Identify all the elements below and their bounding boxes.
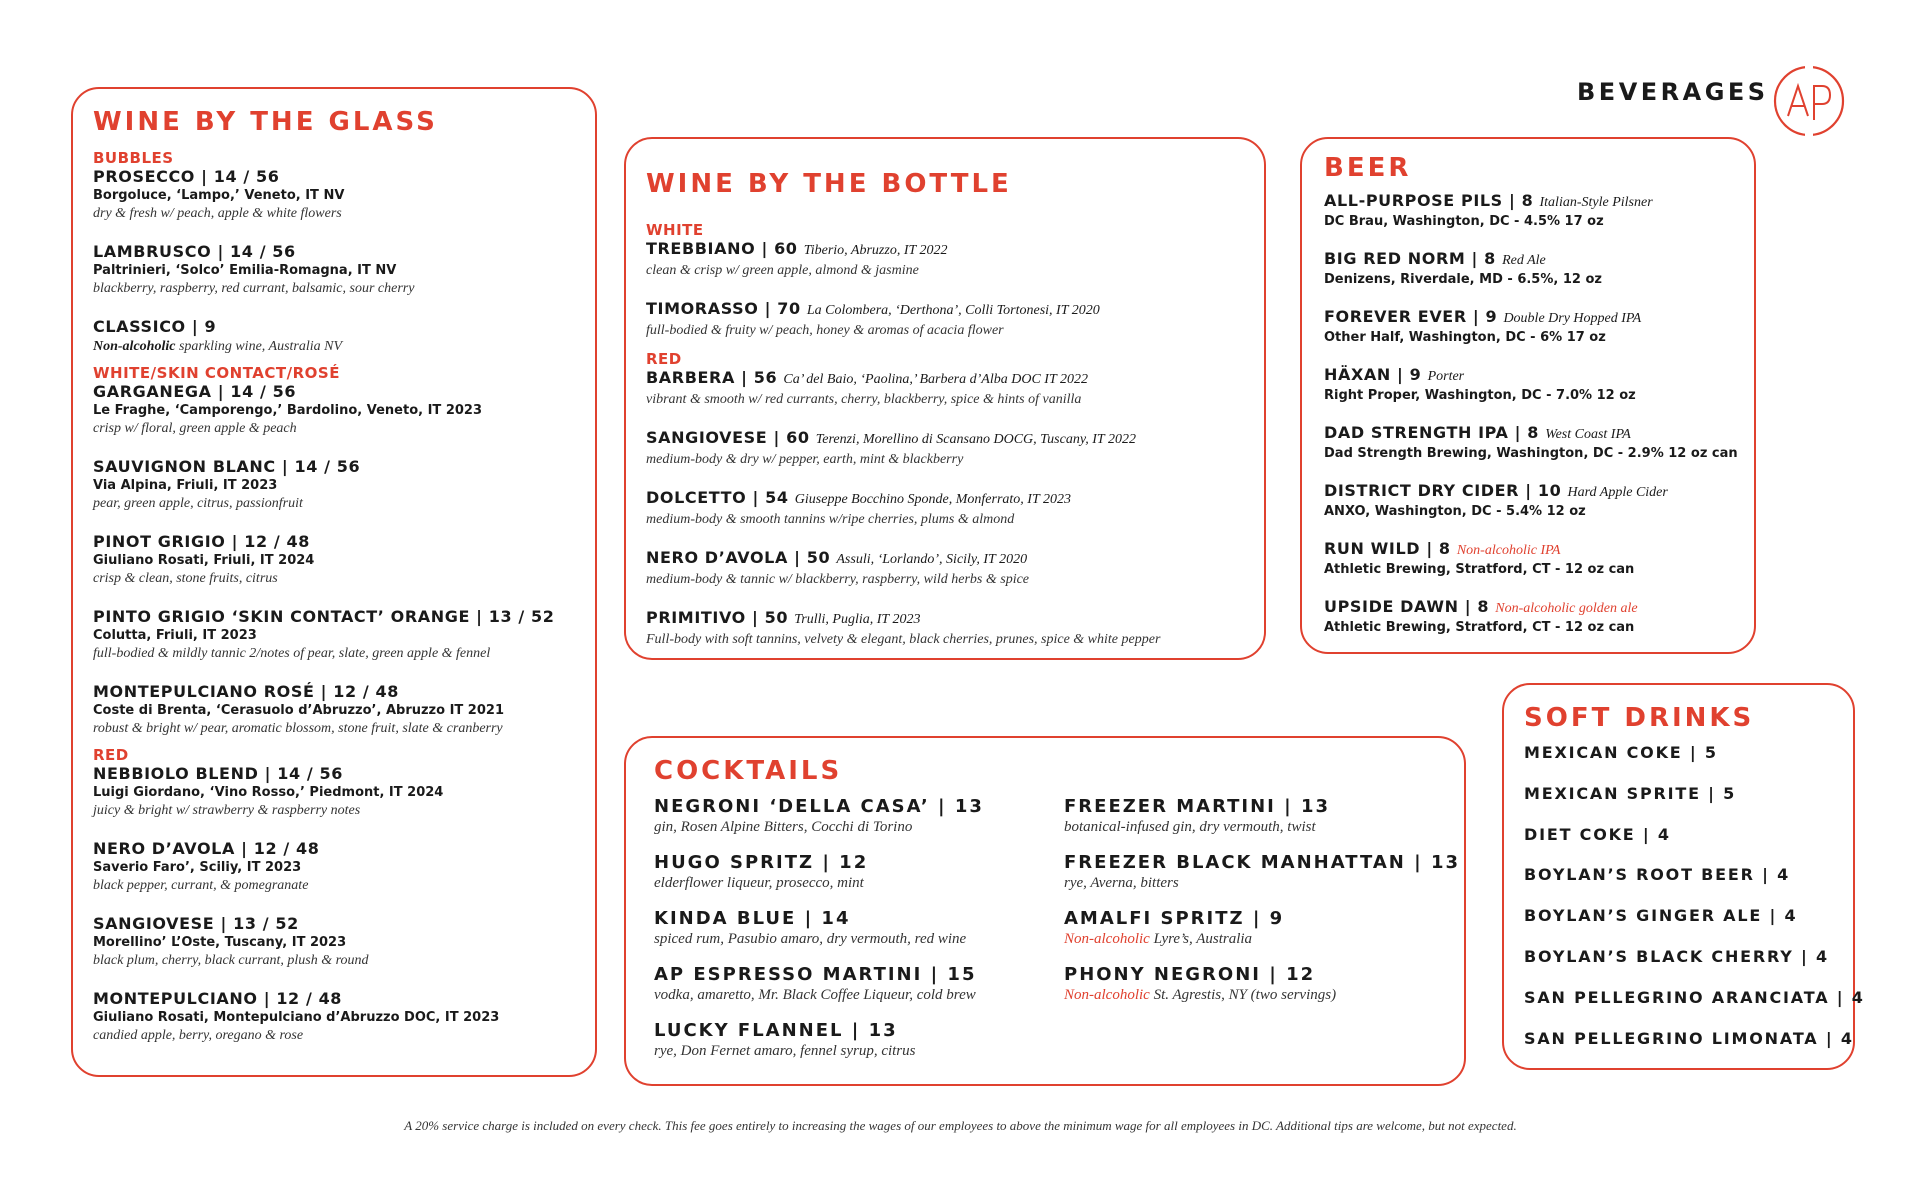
wine-by-the-bottle-panel (624, 137, 1266, 660)
item-description: medium-body & smooth tannins w/ripe cherries, plums & almond (646, 512, 1015, 527)
list-item (93, 317, 593, 356)
beer-title: BEER (1324, 153, 1412, 183)
item-description (654, 930, 1054, 949)
item-description: juicy & bright w/ strawberry & raspberry notes (93, 803, 361, 818)
item-description-text: gin, Rosen Alpine Bitters, Cocchi di Torino (654, 819, 913, 835)
item-name: PROSECCO | 14 / 56 (93, 167, 280, 186)
list-item (1324, 249, 1754, 288)
item-description-text: St. Agrestis, NY (two servings) (1149, 987, 1337, 1003)
wine-by-the-glass-panel (71, 87, 597, 1077)
item-producer: Paltrinieri, ‘Solco’ Emilia-Romagna, IT NV (93, 263, 397, 278)
item-name: LUCKY FLANNEL | 13 (654, 1020, 898, 1041)
item-description: crisp w/ floral, green apple & peach (93, 421, 297, 436)
item-producer: Tiberio, Abruzzo, IT 2022 (803, 243, 948, 258)
item-name-text: DAD STRENGTH IPA | 8 (1324, 423, 1540, 442)
item-description (654, 1042, 1054, 1061)
beer-style: Non-alcoholic IPA (1456, 543, 1561, 558)
list-item (93, 989, 593, 1045)
item-description: full-bodied & mildly tannic 2/notes of pear, slate, green apple & fennel (93, 646, 491, 661)
list-item (646, 548, 1256, 589)
item-name-text: PRIMITIVO | 50 (646, 608, 789, 627)
cocktails-panel (624, 736, 1466, 1086)
item-name-text: BARBERA | 56 (646, 368, 778, 387)
item-description (1064, 930, 1464, 949)
item-name-text: FOREVER EVER | 9 (1324, 307, 1498, 326)
item-name: KINDA BLUE | 14 (654, 908, 851, 929)
item-description: clean & crisp w/ green apple, almond & jasmine (646, 263, 919, 278)
item-producer: Giuseppe Bocchino Sponde, Monferrato, IT 2023 (794, 492, 1071, 507)
item-name: PHONY NEGRONI | 12 (1064, 964, 1316, 985)
beer-style: Porter (1427, 369, 1465, 384)
list-item (646, 239, 1256, 280)
item-name (646, 368, 1256, 390)
soft-drinks-list (1524, 743, 1865, 1069)
item-description: black plum, cherry, black currant, plush & round (93, 953, 369, 968)
wine-by-the-bottle-title: WINE BY THE BOTTLE (646, 169, 1012, 199)
list-item (646, 608, 1256, 649)
item-name: AP ESPRESSO MARTINI | 15 (654, 964, 977, 985)
list-item (93, 839, 593, 895)
item-description (1064, 986, 1464, 1005)
list-item (93, 382, 593, 438)
list-item: SAN PELLEGRINO LIMONATA | 4 (1524, 1028, 1854, 1048)
list-item (1064, 852, 1464, 893)
beer-style: Double Dry Hopped IPA (1503, 311, 1642, 326)
soft-drinks-panel (1502, 683, 1865, 1070)
item-producer: Coste di Brenta, ‘Cerasuolo d’Abruzzo’, Abruzzo IT 2021 (93, 703, 504, 718)
list-item (1324, 307, 1754, 346)
page-title: BEVERAGES (1577, 78, 1769, 106)
item-name (1324, 365, 1754, 387)
item-description: candied apple, berry, oregano & rose (93, 1028, 304, 1043)
beer-style: Hard Apple Cider (1567, 485, 1668, 500)
item-name: SANGIOVESE | 13 / 52 (93, 914, 299, 933)
list-item (93, 167, 593, 223)
brand-header (1577, 64, 1857, 140)
list-item: BOYLAN’S BLACK CHERRY | 4 (1524, 946, 1829, 966)
list-item (646, 428, 1256, 469)
section-label-red: RED (646, 350, 682, 368)
list-item (1324, 481, 1754, 520)
item-description-text: sparkling wine, Australia NV (175, 339, 343, 354)
item-description (1064, 818, 1464, 837)
beer-style: Red Ale (1502, 253, 1546, 268)
item-name-text: UPSIDE DAWN | 8 (1324, 597, 1490, 616)
item-name-text: SANGIOVESE | 60 (646, 428, 810, 447)
item-brewery: DC Brau, Washington, DC - 4.5% 17 oz (1324, 214, 1604, 229)
list-item (646, 299, 1256, 340)
list-item (93, 914, 593, 970)
section-label-white: WHITE (646, 221, 704, 239)
item-description: full-bodied & fruity w/ peach, honey & aromas of acacia flower (646, 323, 1004, 338)
item-name: LAMBRUSCO | 14 / 56 (93, 242, 296, 261)
item-name: MONTEPULCIANO ROSÉ | 12 / 48 (93, 682, 399, 701)
item-name: NEGRONI ‘DELLA CASA’ | 13 (654, 796, 984, 817)
list-item: BOYLAN’S GINGER ALE | 4 (1524, 906, 1798, 926)
item-name-text: NERO D’AVOLA | 50 (646, 548, 831, 567)
item-producer: Le Fraghe, ‘Camporengo,’ Bardolino, Veneto, IT 2023 (93, 403, 483, 418)
item-name (1324, 249, 1754, 271)
item-producer: Saverio Faro’, Sciliy, IT 2023 (93, 860, 302, 875)
item-description: pear, green apple, citrus, passionfruit (93, 496, 303, 511)
item-brewery: Denizens, Riverdale, MD - 6.5%, 12 oz (1324, 272, 1602, 287)
list-item (1324, 365, 1754, 404)
item-description-text: vodka, amaretto, Mr. Black Coffee Liqueur, cold brew (654, 987, 976, 1003)
item-producer: Morellino’ L’Oste, Tuscany, IT 2023 (93, 935, 347, 950)
item-name: NEBBIOLO BLEND | 14 / 56 (93, 764, 343, 783)
beer-list (1324, 191, 1754, 655)
list-item (93, 764, 593, 820)
cocktails-left-column (654, 796, 1054, 1076)
item-name-text: RUN WILD | 8 (1324, 539, 1451, 558)
item-brewery: Other Half, Washington, DC - 6% 17 oz (1324, 330, 1606, 345)
list-item (1064, 964, 1464, 1005)
item-name (1324, 597, 1754, 619)
list-item (654, 852, 1054, 893)
item-name: MONTEPULCIANO | 12 / 48 (93, 989, 343, 1008)
list-item (93, 242, 593, 298)
item-name: HUGO SPRITZ | 12 (654, 852, 869, 873)
item-name-text: TREBBIANO | 60 (646, 239, 798, 258)
section-label-white-skin-contact-rose: WHITE/SKIN CONTACT/ROSÉ (93, 364, 340, 382)
item-name (1324, 307, 1754, 329)
ap-logo-icon (1772, 64, 1846, 138)
item-name (646, 428, 1256, 450)
item-description-text: Lyre’s, Australia (1149, 931, 1253, 947)
item-description: crisp & clean, stone fruits, citrus (93, 571, 278, 586)
item-description-text: rye, Don Fernet amaro, fennel syrup, citrus (654, 1043, 916, 1059)
item-producer: Giuliano Rosati, Friuli, IT 2024 (93, 553, 315, 568)
section-label-bubbles: BUBBLES (93, 149, 174, 167)
item-producer: Giuliano Rosati, Montepulciano d’Abruzzo DOC, IT 2023 (93, 1010, 500, 1025)
item-producer: Terenzi, Morellino di Scansano DOCG, Tuscany, IT 2022 (815, 432, 1136, 447)
item-name (1324, 481, 1754, 503)
list-item: MEXICAN SPRITE | 5 (1524, 783, 1737, 803)
item-name-text: ALL-PURPOSE PILS | 8 (1324, 191, 1534, 210)
item-description-text: botanical-infused gin, dry vermouth, twist (1064, 819, 1316, 835)
list-item (1324, 191, 1754, 230)
non-alcoholic-label: Non-alcoholic (1064, 931, 1150, 947)
item-brewery: Athletic Brewing, Stratford, CT - 12 oz can (1324, 562, 1635, 577)
beer-style: Non-alcoholic golden ale (1495, 601, 1638, 616)
item-name: NERO D’AVOLA | 12 / 48 (93, 839, 320, 858)
item-name (646, 488, 1256, 510)
item-name (646, 608, 1256, 630)
section-label-red: RED (93, 746, 129, 764)
item-description-text: rye, Averna, bitters (1064, 875, 1179, 891)
item-producer: Colutta, Friuli, IT 2023 (93, 628, 257, 643)
item-name (1324, 539, 1754, 561)
item-producer: Luigi Giordano, ‘Vino Rosso,’ Piedmont, IT 2024 (93, 785, 444, 800)
item-name: PINTO GRIGIO ‘SKIN CONTACT’ ORANGE | 13 / 52 (93, 607, 555, 626)
item-name-text: HÄXAN | 9 (1324, 365, 1422, 384)
item-description (654, 874, 1054, 893)
item-description: black pepper, currant, & pomegranate (93, 878, 309, 893)
item-description: medium-body & dry w/ pepper, earth, mint & blackberry (646, 452, 964, 467)
item-name (1324, 423, 1754, 445)
item-description-text: spiced rum, Pasubio amaro, dry vermouth, red wine (654, 931, 967, 947)
item-name (646, 299, 1256, 321)
beer-style: West Coast IPA (1545, 427, 1631, 442)
list-item (654, 964, 1054, 1005)
item-brewery: Dad Strength Brewing, Washington, DC - 2.9% 12 oz can (1324, 446, 1738, 461)
item-producer: Borgoluce, ‘Lampo,’ Veneto, IT NV (93, 188, 345, 203)
list-item: DIET COKE | 4 (1524, 824, 1671, 844)
item-description (654, 986, 1054, 1005)
list-item (93, 457, 593, 513)
item-name-text: BIG RED NORM | 8 (1324, 249, 1496, 268)
item-name-text: DISTRICT DRY CIDER | 10 (1324, 481, 1562, 500)
list-item (646, 368, 1256, 409)
list-item (1324, 539, 1754, 578)
item-brewery: Right Proper, Washington, DC - 7.0% 12 oz (1324, 388, 1636, 403)
item-description: medium-body & tannic w/ blackberry, raspberry, wild herbs & spice (646, 572, 1030, 587)
item-name (1324, 191, 1754, 213)
beer-style: Italian-Style Pilsner (1539, 195, 1653, 210)
list-item (1064, 908, 1464, 949)
list-item (654, 908, 1054, 949)
item-brewery: Athletic Brewing, Stratford, CT - 12 oz can (1324, 620, 1635, 635)
item-name (646, 548, 1256, 570)
item-description: robust & bright w/ pear, aromatic blossom, stone fruit, slate & cranberry (93, 721, 503, 736)
item-name-text: TIMORASSO | 70 (646, 299, 801, 318)
item-description-text: elderflower liqueur, prosecco, mint (654, 875, 864, 891)
item-name: GARGANEGA | 14 / 56 (93, 382, 297, 401)
list-item (1324, 597, 1754, 636)
item-description: blackberry, raspberry, red currant, balsamic, sour cherry (93, 281, 415, 296)
list-item: MEXICAN COKE | 5 (1524, 743, 1718, 762)
item-producer: Ca’ del Baio, ‘Paolina,’ Barbera d’Alba DOC IT 2022 (783, 372, 1088, 387)
item-producer: Via Alpina, Friuli, IT 2023 (93, 478, 278, 493)
item-description (654, 818, 1054, 837)
soft-drinks-title: SOFT DRINKS (1524, 703, 1755, 733)
list-item (654, 1020, 1054, 1061)
item-name: AMALFI SPRITZ | 9 (1064, 908, 1285, 929)
list-item (654, 796, 1054, 837)
service-charge-note: A 20% service charge is included on every check. This fee goes entirely to increasing the wages of our employees to above the minimum wage for all employees in DC. Additional tips are welcome, but not expected. (404, 1118, 1517, 1133)
wine-by-the-bottle-list (646, 221, 1256, 668)
item-name: FREEZER BLACK MANHATTAN | 13 (1064, 852, 1460, 873)
item-producer: La Colombera, ‘Derthona’, Colli Tortonesi, IT 2020 (806, 303, 1100, 318)
item-producer: Assuli, ‘Lorlando’, Sicily, IT 2020 (836, 552, 1028, 567)
beer-panel (1300, 137, 1756, 654)
item-description: Full-body with soft tannins, velvety & elegant, black cherries, prunes, spice & white pepper (646, 632, 1161, 647)
item-name: SAUVIGNON BLANC | 14 / 56 (93, 457, 361, 476)
non-alcoholic-label: Non-alcoholic (93, 339, 176, 354)
wine-by-the-glass-list (93, 149, 593, 1064)
non-alcoholic-label: Non-alcoholic (1064, 987, 1150, 1003)
list-item (646, 488, 1256, 529)
list-item: BOYLAN’S ROOT BEER | 4 (1524, 865, 1791, 885)
cocktails-right-column (1064, 796, 1464, 1020)
list-item: SAN PELLEGRINO ARANCIATA | 4 (1524, 987, 1865, 1007)
item-name (646, 239, 1256, 261)
item-name: CLASSICO | 9 (93, 317, 217, 336)
list-item (93, 532, 593, 588)
item-description (93, 337, 593, 356)
list-item (1324, 423, 1754, 462)
item-name-text: DOLCETTO | 54 (646, 488, 789, 507)
wine-by-the-glass-title: WINE BY THE GLASS (93, 107, 438, 137)
item-brewery: ANXO, Washington, DC - 5.4% 12 oz (1324, 504, 1586, 519)
item-producer: Trulli, Puglia, IT 2023 (794, 612, 921, 627)
list-item (93, 607, 593, 663)
item-description (1064, 874, 1464, 893)
list-item (93, 682, 593, 738)
item-description: dry & fresh w/ peach, apple & white flowers (93, 206, 342, 221)
item-description: vibrant & smooth w/ red currants, cherry, blackberry, spice & hints of vanilla (646, 392, 1082, 407)
item-name: PINOT GRIGIO | 12 / 48 (93, 532, 310, 551)
cocktails-title: COCKTAILS (654, 756, 843, 786)
item-name: FREEZER MARTINI | 13 (1064, 796, 1331, 817)
list-item (1064, 796, 1464, 837)
